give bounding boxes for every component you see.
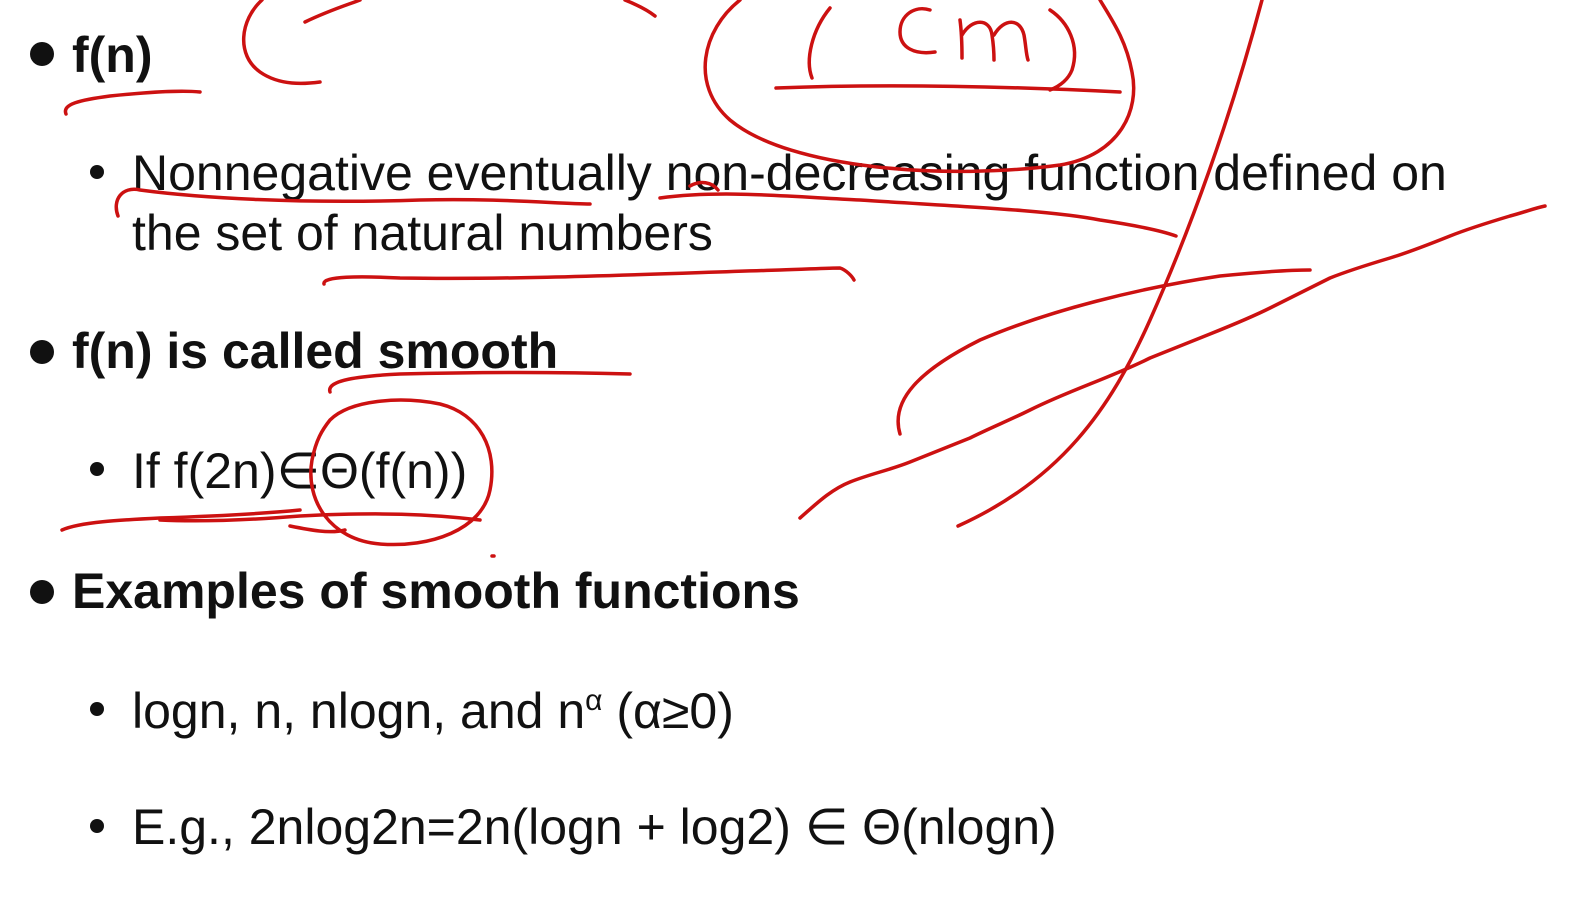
sub-bullet-dot [90,462,104,476]
ink-stroke [958,0,1262,526]
ink-stroke [65,91,200,114]
ink-stroke [625,0,655,16]
ink-stroke [305,0,360,22]
ink-stroke [160,514,480,521]
ink-stroke [809,8,830,78]
sub-bullet-dot [90,819,104,833]
ink-stroke [1050,10,1075,90]
alpha-condition: (α≥0) [602,683,734,739]
sub-bullet-example-derivation: E.g., 2nlog2n=2n(logn + log2) ∈ Θ(nlogn) [132,799,1057,855]
ink-stroke [800,206,1545,518]
bullet-heading-smooth: f(n) is called smooth [72,323,559,379]
sub-bullet-examples-list [132,683,734,739]
sub-bullet-dot [90,702,104,716]
bullet-dot [30,580,54,604]
sub-bullet-definition-line-2: the set of natural numbers [132,205,713,261]
ink-stroke [960,20,1028,60]
examples-list-text: logn, n, nlogn, and n [132,683,586,739]
bullet-heading-examples: Examples of smooth functions [72,563,800,619]
sub-bullet-definition-line-1: Nonnegative eventually non-decreasing function defined on [132,145,1447,201]
ink-stroke [62,510,300,530]
ink-stroke [324,268,854,284]
bullet-dot [30,42,54,66]
bullet-dot [30,340,54,364]
alpha-superscript: α [585,684,603,717]
ink-stroke [900,9,935,53]
ink-stroke [776,86,1120,92]
bullet-heading-fn: f(n) [72,27,153,83]
sub-bullet-dot [90,165,104,179]
ink-stroke [290,526,345,532]
ink-stroke [898,270,1310,434]
ink-stroke [244,0,320,83]
sub-bullet-smooth-condition: If f(2n)∈Θ(f(n)) [132,443,468,499]
